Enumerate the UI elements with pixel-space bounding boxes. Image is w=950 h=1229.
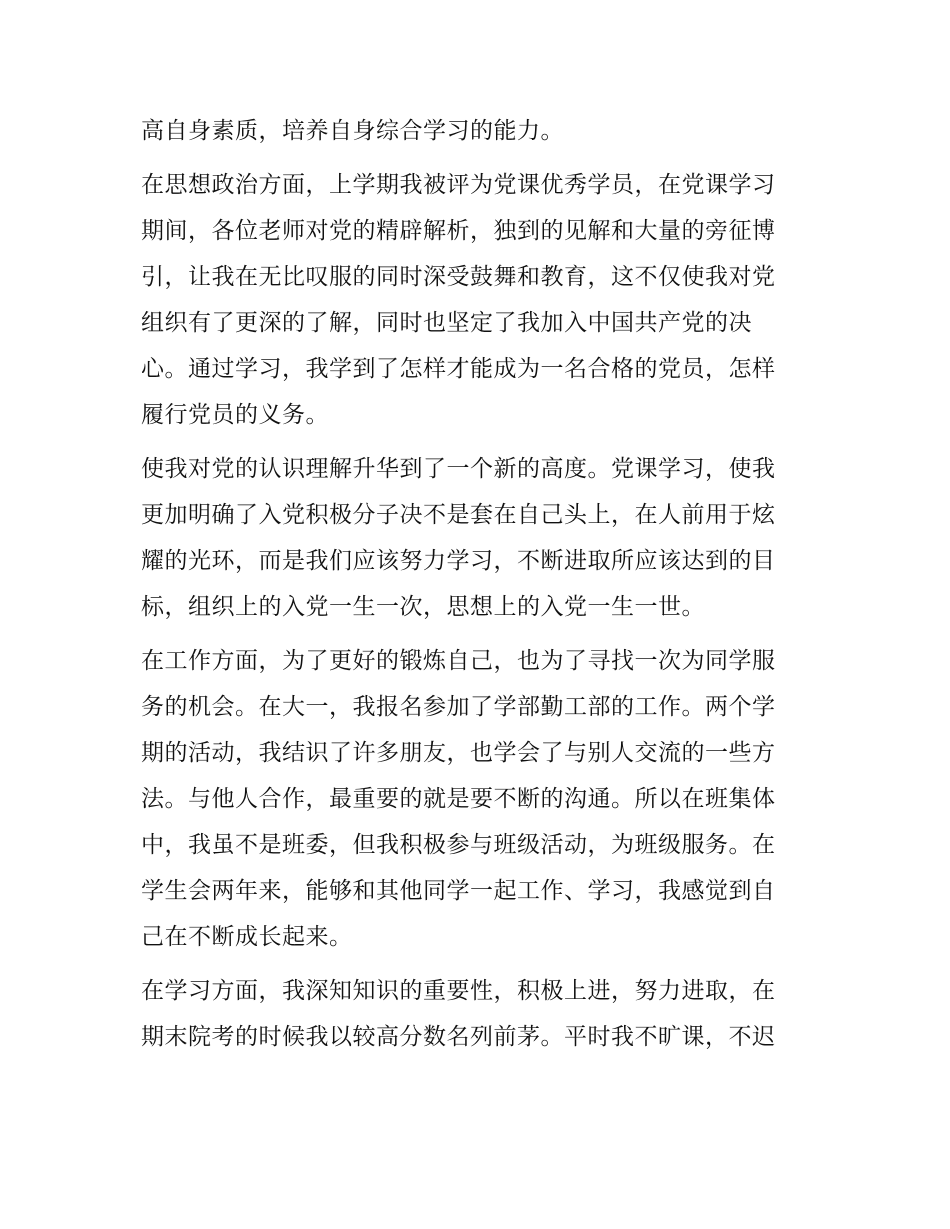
- text-line: 引，让我在无比叹服的同时深受鼓舞和教育，这不仅使我对党: [141, 264, 776, 290]
- text-line: 在思想政治方面，上学期我被评为党课优秀学员，在党课学习: [141, 172, 776, 198]
- text-line: 组织有了更深的了解，同时也坚定了我加入中国共产党的决: [141, 310, 752, 336]
- paragraph-3: [141, 446, 821, 630]
- text-line: 期的活动，我结识了许多朋友，也学会了与别人交流的一些方: [141, 740, 776, 766]
- text-line: 中，我虽不是班委，但我积极参与班级活动，为班级服务。在: [141, 832, 776, 858]
- paragraph-4: [141, 638, 821, 960]
- text-line: 高自身素质，培养自身综合学习的能力。: [141, 118, 564, 144]
- text-line: 标，组织上的入党一生一次，思想上的入党一生一世。: [141, 594, 705, 620]
- text-line: 更加明确了入党积极分子决不是套在自己头上，在人前用于炫: [141, 502, 776, 528]
- text-line: 法。与他人合作，最重要的就是要不断的沟通。所以在班集体: [141, 786, 776, 812]
- text-line: 心。通过学习，我学到了怎样才能成为一名合格的党员，怎样: [141, 356, 776, 382]
- text-line: 使我对党的认识理解升华到了一个新的高度。党课学习，使我: [141, 456, 776, 482]
- paragraph-2: [141, 162, 821, 438]
- document-body: [141, 108, 821, 1060]
- paragraph-1: [141, 108, 821, 154]
- text-line: 务的机会。在大一，我报名参加了学部勤工部的工作。两个学: [141, 694, 776, 720]
- text-line: 履行党员的义务。: [141, 402, 329, 428]
- text-line: 耀的光环，而是我们应该努力学习，不断进取所应该达到的目: [141, 548, 776, 574]
- text-line: 己在不断成长起来。: [141, 924, 353, 950]
- text-line: 期末院考的时候我以较高分数名列前茅。平时我不旷课，不迟: [141, 1024, 776, 1050]
- text-line: 期间，各位老师对党的精辟解析，独到的见解和大量的旁征博: [141, 218, 776, 244]
- paragraph-5: [141, 968, 821, 1060]
- text-line: 学生会两年来，能够和其他同学一起工作、学习，我感觉到自: [141, 878, 776, 904]
- text-line: 在工作方面，为了更好的锻炼自己，也为了寻找一次为同学服: [141, 648, 776, 674]
- text-line: 在学习方面，我深知知识的重要性，积极上进，努力进取，在: [141, 978, 776, 1004]
